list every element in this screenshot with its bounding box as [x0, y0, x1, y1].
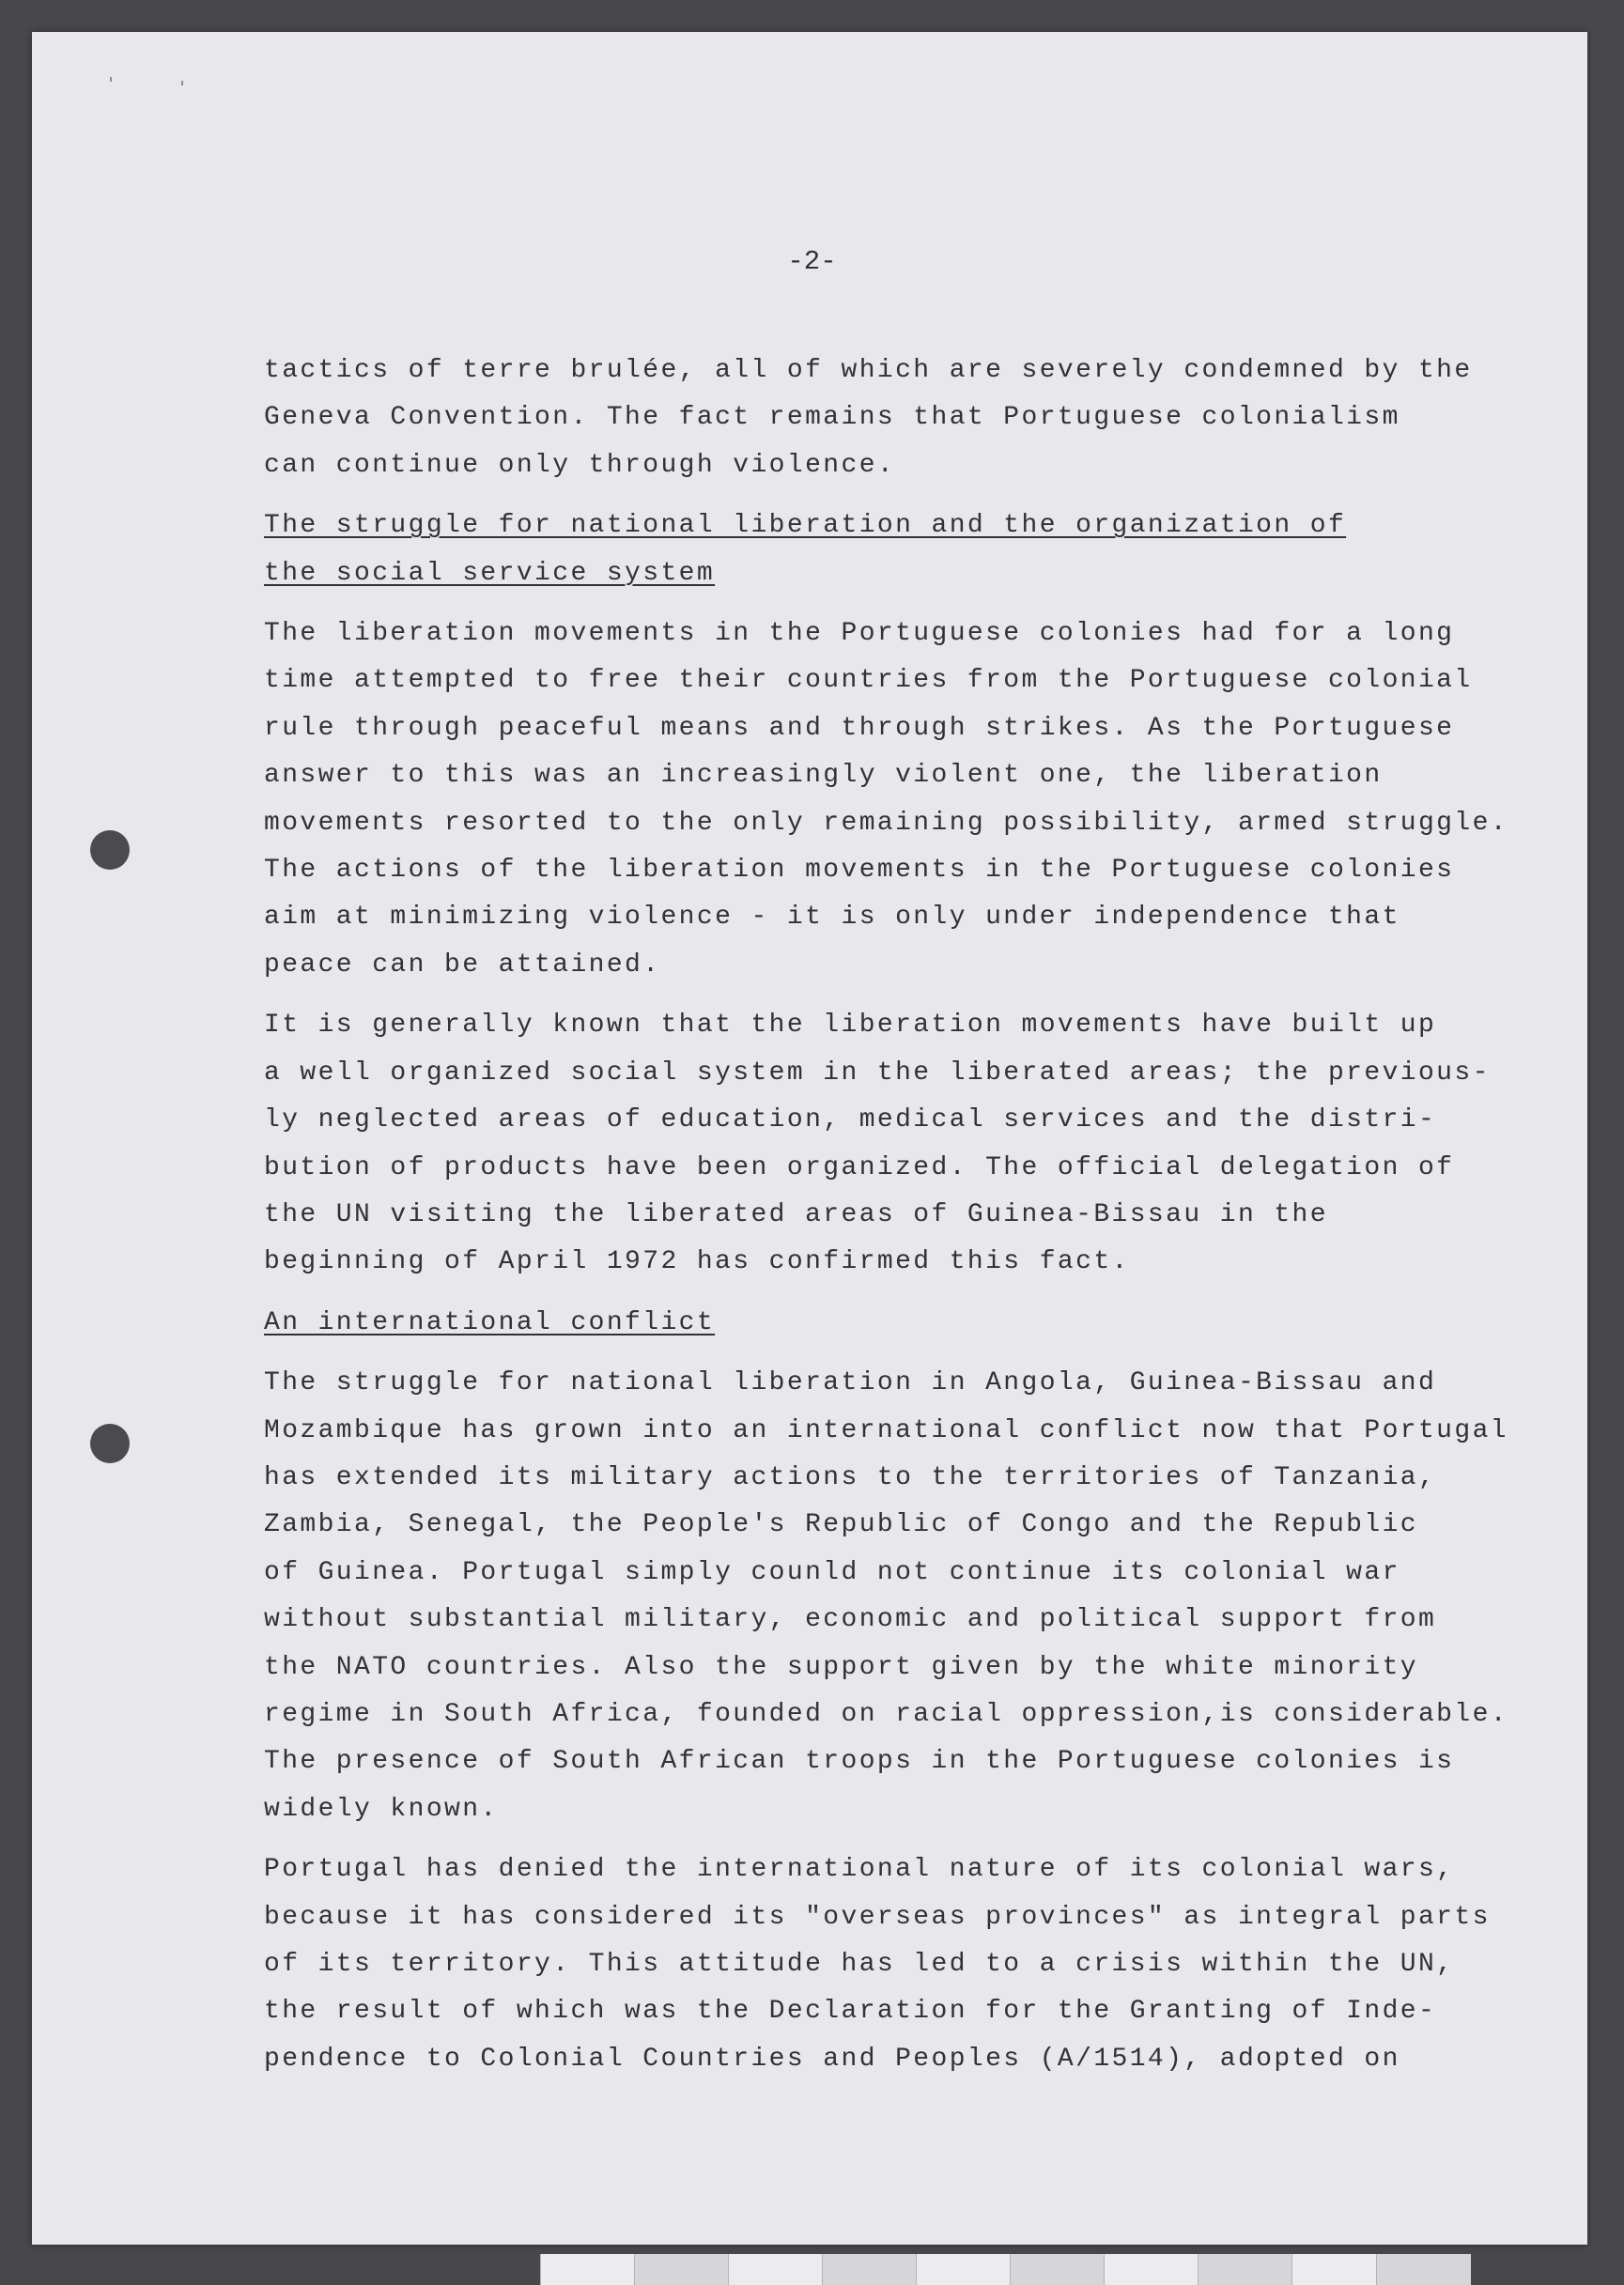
text-line: the social service system [264, 558, 716, 588]
paragraph [264, 610, 1598, 989]
text-line: movements resorted to the only remaining possibility, armed struggle. [264, 808, 1508, 838]
text-line: can continue only through violence. [264, 450, 896, 480]
text-line: The struggle for national liberation in Angola, Guinea-Bissau and [264, 1368, 1437, 1398]
paragraph [264, 347, 1598, 489]
text-line: because it has considered its "overseas provinces" as integral parts [264, 1902, 1491, 1932]
section-heading [264, 502, 1598, 597]
text-line: Portugal has denied the international nature of its colonial wars, [264, 1855, 1455, 1885]
text-line: Geneva Convention. The fact remains that Portuguese colonialism [264, 403, 1400, 433]
text-line: beginning of April 1972 has confirmed this fact. [264, 1247, 1130, 1277]
paragraph [264, 1846, 1598, 2083]
text-line: the result of which was the Declaration for the Granting of Inde- [264, 1997, 1437, 2027]
section-heading [264, 1300, 1598, 1347]
page-number: -2- [787, 246, 837, 277]
text-line: Zambia, Senegal, the People's Republic of Congo and the Republic [264, 1510, 1418, 1540]
text-line: The actions of the liberation movements in the Portuguese colonies [264, 856, 1455, 886]
paper-mark [181, 81, 183, 85]
text-line: answer to this was an increasingly violent one, the liberation [264, 761, 1383, 791]
text-line: regime in South Africa, founded on racial oppression,is considerable. [264, 1699, 1508, 1729]
text-line: Mozambique has grown into an international conflict now that Portugal [264, 1415, 1508, 1445]
text-line: tactics of terre brulée, all of which are severely condemned by the [264, 356, 1473, 385]
text-line: aim at minimizing violence - it is only under independence that [264, 903, 1400, 933]
text-line: rule through peaceful means and through strikes. As the Portuguese [264, 713, 1455, 743]
text-line: the UN visiting the liberated areas of Guinea-Bissau in the [264, 1199, 1328, 1229]
text-line: the NATO countries. Also the support given by the white minority [264, 1652, 1418, 1682]
text-line: a well organized social system in the liberated areas; the previous- [264, 1058, 1491, 1088]
paragraph [264, 1360, 1598, 1833]
text-line: pendence to Colonial Countries and Peoples (A/1514), adopted on [264, 2044, 1400, 2074]
punch-hole [90, 1424, 130, 1463]
scale-ruler [540, 2254, 1470, 2285]
text-line: ly neglected areas of education, medical services and the distri- [264, 1105, 1437, 1135]
text-line: of Guinea. Portugal simply counld not continue its colonial war [264, 1557, 1400, 1587]
text-line: It is generally known that the liberation movements have built up [264, 1011, 1437, 1041]
text-line: of its territory. This attitude has led to a crisis within the UN, [264, 1950, 1455, 1979]
punch-hole [90, 830, 130, 870]
text-line: The liberation movements in the Portuguese colonies had for a long [264, 619, 1455, 649]
text-line: The struggle for national liberation and the organization of [264, 511, 1347, 541]
text-line: widely known. [264, 1794, 499, 1824]
text-line: has extended its military actions to the territories of Tanzania, [264, 1462, 1437, 1492]
text-line: An international conflict [264, 1307, 716, 1337]
text-line: time attempted to free their countries from the Portuguese colonial [264, 666, 1473, 696]
document-body [264, 347, 1598, 2096]
text-line: bution of products have been organized. The official delegation of [264, 1152, 1455, 1182]
paper-mark [110, 77, 112, 82]
text-line: peace can be attained. [264, 950, 661, 980]
text-line: without substantial military, economic and political support from [264, 1605, 1437, 1635]
paragraph [264, 1002, 1598, 1286]
text-line: The presence of South African troops in the Portuguese colonies is [264, 1747, 1455, 1777]
